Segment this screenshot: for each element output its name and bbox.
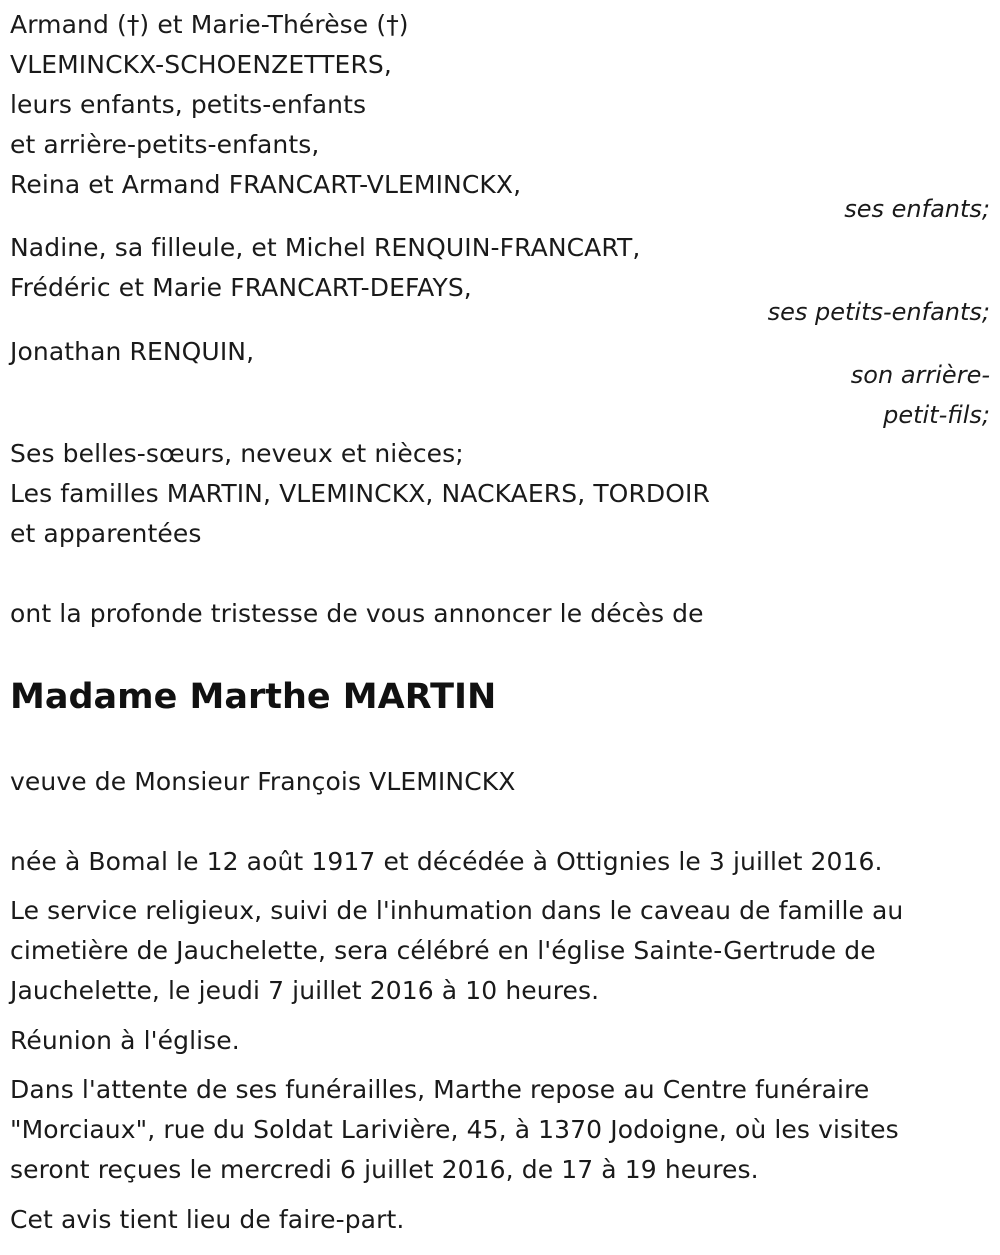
family-line-nadine-michel: Nadine, sa filleule, et Michel RENQUIN-FRANCART, [10,233,641,262]
role-great-grandson-part2: petit-fils; [883,401,990,429]
visits-line-2: "Morciaux", rue du Soldat Larivière, 45, à 1370 Jodoigne, où les visites [10,1115,899,1144]
family-line-parents-surname: VLEMINCKX-SCHOENZETTERS, [10,50,392,79]
closing-text: Cet avis tient lieu de faire-part. [10,1205,405,1234]
service-line-3: Jauchelette, le jeudi 7 juillet 2016 à 10 heures. [10,976,600,1005]
family-line-great-grandchildren: et arrière-petits-enfants, [10,130,320,159]
family-line-relatives: et apparentées [10,519,202,548]
service-line-2: cimetière de Jauchelette, sera célébré en l'église Sainte-Gertrude de [10,936,876,965]
family-line-jonathan: Jonathan RENQUIN, [10,337,255,366]
role-great-grandson-part1: son arrière- [850,361,990,389]
announcement-text: ont la profonde tristesse de vous annoncer le décès de [10,599,704,628]
widow-of-text: veuve de Monsieur François VLEMINCKX [10,767,516,796]
visits-line-1: Dans l'attente de ses funérailles, Marthe repose au Centre funéraire [10,1075,870,1104]
meeting-text: Réunion à l'église. [10,1026,240,1055]
family-line-parents: Armand (†) et Marie-Thérèse (†) [10,10,409,39]
visits-line-3: seront reçues le mercredi 6 juillet 2016, de 17 à 19 heures. [10,1155,759,1184]
family-line-frederic-marie: Frédéric et Marie FRANCART-DEFAYS, [10,273,472,302]
role-grandchildren: ses petits-enfants; [767,298,990,326]
deceased-name: Madame Marthe MARTIN [10,677,497,717]
role-children: ses enfants; [844,195,990,223]
family-line-in-laws: Ses belles-sœurs, neveux et nièces; [10,439,464,468]
service-line-1: Le service religieux, suivi de l'inhumation dans le caveau de famille au [10,896,904,925]
family-line-families: Les familles MARTIN, VLEMINCKX, NACKAERS, TORDOIR [10,479,711,508]
family-line-children: leurs enfants, petits-enfants [10,90,367,119]
birth-death-text: née à Bomal le 12 août 1917 et décédée à Ottignies le 3 juillet 2016. [10,847,883,876]
family-line-reina-armand: Reina et Armand FRANCART-VLEMINCKX, [10,170,522,199]
